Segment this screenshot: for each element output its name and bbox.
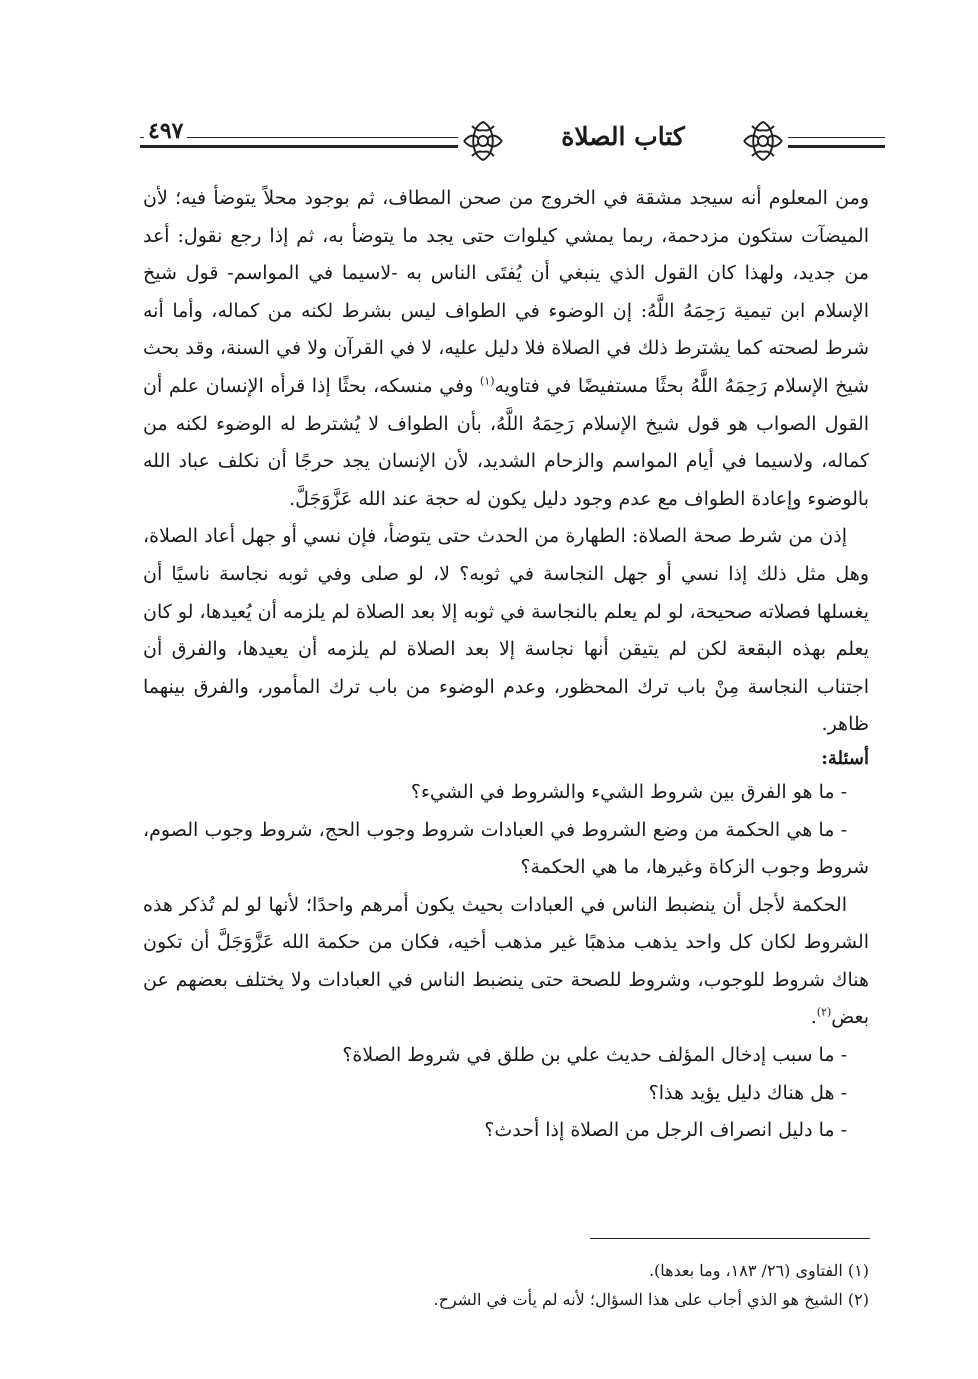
answer-paragraph: [143, 887, 869, 1037]
footnote-1: (١) الفتاوى (٢٦/ ١٨٣، وما بعدها).: [648, 1261, 869, 1280]
question-2: - ما هي الحكمة من وضع الشروط في العبادات شروط وجوب الحج، شروط وجوب الصوم، شروط وجوب الزكاة وغيرها، ما هي الحكمة؟: [143, 818, 869, 879]
question-5: - ما دليل انصراف الرجل من الصلاة إذا أحدث؟: [484, 1119, 847, 1142]
questions-heading: أسئلة:: [821, 747, 869, 769]
header-title-block: [458, 116, 788, 166]
question-3: - ما سبب إدخال المؤلف حديث علي بن طلق في شروط الصلاة؟: [342, 1044, 847, 1067]
question-1: - ما هو الفرق بين شروط الشيء والشروط في الشيء؟: [410, 780, 847, 803]
page-header: [140, 110, 885, 170]
page-body: [143, 180, 869, 1150]
answer-end: .: [810, 1006, 817, 1029]
footnote-ref-1[interactable]: (١): [479, 374, 495, 388]
footnote-separator: [590, 1238, 870, 1239]
paragraph-2: إذن من شرط صحة الصلاة: الطهارة من الحدث حتى يتوضأ، فإن نسي أو جهل أعاد الصلاة، وهل مثل ذلك إذا نسي أو جهل النجاسة في ثوبه؟ لا، لو صلى وفي ثوبه نجاسة ناسيًا أن يغسلها فصلاته صحيحة، لو لم يعلم بالنجاسة في ثوبه إلا بعد الصلاة لم يلزمه أن يُعيدها، لو كان يعلم بهذه البقعة لكن لم يتيقن أنها نجاسة إلا بعد الصلاة لم يلزمه أن يعيدها، والفرق أن اجتناب النجاسة مِنْ باب ترك المحظور، وعدم الوضوء من باب ترك المأمور، والفرق بينهما ظاهر.: [143, 525, 869, 736]
footnotes: [143, 1256, 869, 1314]
paragraph-1: [143, 180, 869, 518]
paragraph-1-rest: وفي منسكه، بحثًا إذا قرأه الإنسان علم أن القول الصواب هو قول شيخ الإسلام رَحِمَهُ اللَّهُ، بأن الطواف لا يُشترط له الوضوء لكنه من كماله، ولاسيما في أيام المواسم والزحام الشديد، لأن الإنسان يجد حرجًا أن نكلف عباد الله بالوضوء وإعادة الطواف مع عدم وجود دليل يكون له حجة عند الله عَزَّوَجَلَّ.: [143, 374, 869, 510]
floral-ornament-icon: [738, 118, 788, 164]
answer-text: الحكمة لأجل أن ينضبط الناس في العبادات بحيث يكون أمرهم واحدًا؛ لأنها لو لم تُذكر هذه الشروط لكان كل واحد يذهب مذهبًا غير مذهب أخيه، فكان من حكمة الله عَزَّوَجَلَّ أن تكون هناك شروط للوجوب، وشروط للصحة حتى ينضبط الناس في العبادات ولا يختلف بعضهم عن بعض: [143, 893, 869, 1029]
page-title: كتاب الصلاة: [561, 122, 685, 151]
footnote-2: (٢) الشيخ هو الذي أجاب على هذا السؤال؛ لأنه لم يأت في الشرح.: [433, 1290, 869, 1309]
question-4: - هل هناك دليل يؤيد هذا؟: [648, 1081, 847, 1104]
floral-ornament-icon: [458, 118, 508, 164]
paragraph-1-text: ومن المعلوم أنه سيجد مشقة في الخروج من صحن المطاف، ثم بوجود محلاً يتوضأ فيه؛ لأن الميضآت ستكون مزدحمة، ربما يمشي كيلوات حتى يجد ما يتوضأ به، ثم إذا رجع نقول: أعد من جديد، ولهذا كان القول الذي ينبغي أن يُفتَى الناس به -لاسيما في المواسم- قول شيخ الإسلام ابن تيمية رَحِمَهُ اللَّهُ: إن الوضوء في الطواف ليس بشرط لكنه من كماله، وأما أنه شرط لصحته كما يشترط ذلك في الصلاة فلا دليل عليه، لا في القرآن ولا في السنة، وقد بحث شيخ الإسلام رَحِمَهُ اللَّهُ بحثًا مستفيضًا في فتاويه: [143, 187, 870, 397]
footnote-ref-2[interactable]: (٢): [816, 1006, 832, 1020]
page-number: ٤٩٧: [144, 118, 187, 144]
